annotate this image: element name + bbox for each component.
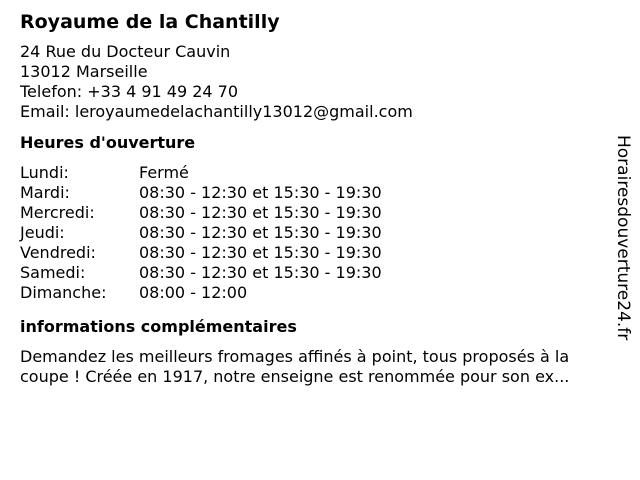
hours-day: Dimanche: xyxy=(20,283,107,302)
phone-number[interactable]: Telefon: +33 4 91 49 24 70 xyxy=(20,82,239,101)
hours-day: Samedi: xyxy=(20,263,86,282)
hours-row-wednesday xyxy=(20,203,620,223)
hours-time: 08:30 - 12:30 et 15:30 - 19:30 xyxy=(139,263,382,282)
info-heading: informations complémentaires xyxy=(20,317,297,336)
hours-day: Mardi: xyxy=(20,183,70,202)
hours-time: 08:30 - 12:30 et 15:30 - 19:30 xyxy=(139,183,382,202)
hours-time: 08:00 - 12:00 xyxy=(139,283,248,302)
address-city: 13012 Marseille xyxy=(20,62,148,81)
hours-day: Vendredi: xyxy=(20,243,96,262)
watermark-url: Horairesdouverture24.fr xyxy=(613,135,633,341)
business-card xyxy=(20,10,620,387)
hours-day: Jeudi: xyxy=(20,223,65,242)
hours-row-sunday xyxy=(20,283,620,303)
hours-heading: Heures d'ouverture xyxy=(20,133,196,152)
email-address[interactable]: Email: leroyaumedelachantilly13012@gmail.com xyxy=(20,102,413,121)
hours-table xyxy=(20,163,620,303)
address-street: 24 Rue du Docteur Cauvin xyxy=(20,42,231,61)
hours-day: Lundi: xyxy=(20,163,69,182)
hours-row-saturday xyxy=(20,263,620,283)
hours-row-friday xyxy=(20,243,620,263)
hours-time: 08:30 - 12:30 et 15:30 - 19:30 xyxy=(139,203,382,222)
hours-time: 08:30 - 12:30 et 15:30 - 19:30 xyxy=(139,243,382,262)
hours-day: Mercredi: xyxy=(20,203,95,222)
hours-row-thursday xyxy=(20,223,620,243)
business-name: Royaume de la Chantilly xyxy=(20,11,280,33)
hours-row-tuesday xyxy=(20,183,620,203)
hours-time: Fermé xyxy=(139,163,189,182)
hours-row-monday xyxy=(20,163,620,183)
hours-time: 08:30 - 12:30 et 15:30 - 19:30 xyxy=(139,223,382,242)
info-description: Demandez les meilleurs fromages affinés à point, tous proposés à la coupe ! Créée en 1917, notre enseigne est renommée pour son ex... xyxy=(20,347,570,386)
contact-block xyxy=(20,42,620,122)
